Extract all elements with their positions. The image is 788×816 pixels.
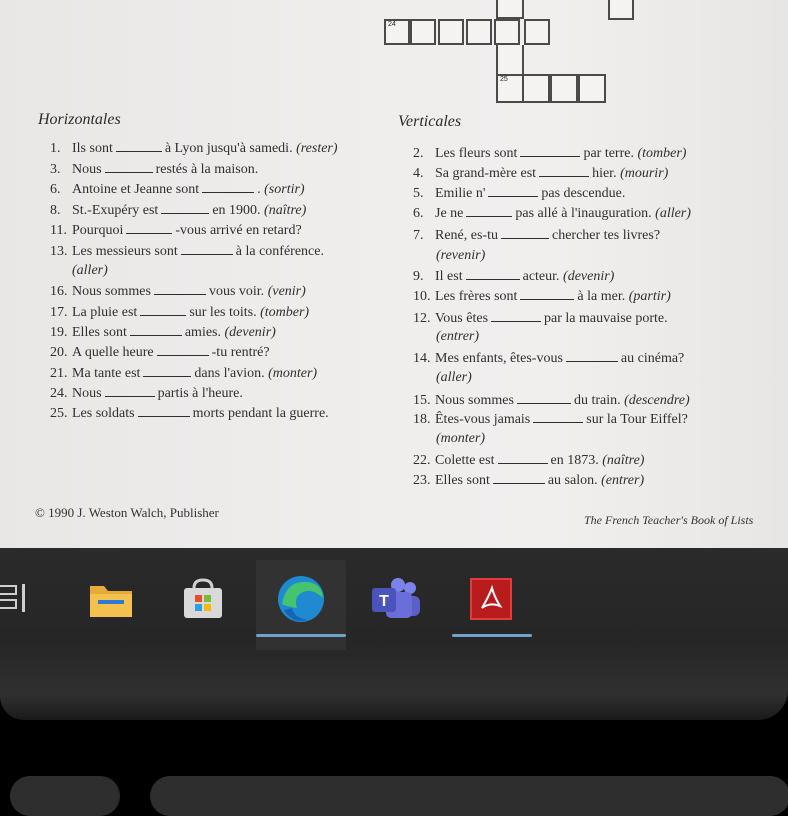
clue-text-after: à Lyon jusqu'à samedi. (164, 141, 293, 156)
answer-blank (181, 254, 233, 255)
clue-vertical-18 (413, 411, 688, 428)
answer-blank (566, 361, 618, 362)
clue-number: 7. (413, 228, 424, 243)
clue-number: 10. (413, 289, 431, 304)
clue-text-after: chercher tes livres? (551, 228, 661, 243)
clue-text-before: Nous sommes (435, 393, 514, 408)
answer-blank (493, 483, 545, 484)
verb-hint: (aller) (655, 206, 691, 221)
crossword-cell (524, 19, 550, 45)
clue-text-before: Les soldats (72, 406, 135, 421)
clue-horizontal-11 (50, 222, 302, 239)
crossword-cell (522, 74, 550, 103)
answer-blank (491, 321, 541, 322)
verb-hint: (devenir) (563, 269, 615, 284)
clue-text-before: Pourquoi (72, 223, 124, 238)
crossword-cell (410, 19, 436, 45)
clue-number: 11. (50, 223, 67, 238)
bottom-controls (0, 770, 788, 790)
answer-blank (539, 176, 589, 177)
clue-text-before: Nous (72, 386, 102, 401)
answer-blank (202, 192, 254, 193)
answer-blank (157, 355, 209, 356)
clue-text-after: en 1873. (550, 453, 599, 468)
clue-vertical-9 (413, 268, 614, 285)
answer-blank (488, 196, 538, 197)
answer-blank (517, 403, 571, 404)
answer-blank (466, 216, 512, 217)
clue-vertical-7 (413, 227, 660, 244)
clue-number: 20. (50, 345, 68, 360)
answer-blank (161, 213, 209, 214)
answer-blank (154, 294, 206, 295)
clue-number: 2. (413, 146, 424, 161)
clue-horizontal-8 (50, 202, 306, 219)
verb-hint: (devenir) (224, 325, 276, 340)
crossword-cell (466, 19, 492, 45)
clue-horizontal-6 (50, 181, 305, 198)
clue-continuation-7: (revenir) (436, 248, 486, 263)
verb-hint: (naître) (264, 203, 307, 218)
clue-vertical-5 (413, 185, 625, 202)
clue-vertical-4 (413, 165, 668, 182)
answer-blank (520, 156, 580, 157)
teams-letter: T (379, 593, 389, 610)
cell-number: 25 (500, 76, 508, 83)
clue-text-after: à la mer. (577, 289, 626, 304)
task-view-icon[interactable] (0, 582, 34, 616)
answer-blank (498, 463, 548, 464)
answer-blank (520, 299, 574, 300)
answer-blank (105, 172, 153, 173)
clue-text-after: -vous arrivé en retard? (175, 223, 302, 238)
clue-number: 9. (413, 269, 424, 284)
clue-vertical-23 (413, 472, 644, 489)
teams-icon[interactable] (370, 576, 422, 622)
clue-horizontal-20 (50, 344, 270, 361)
answer-blank (130, 335, 182, 336)
clue-number: 14. (413, 351, 431, 366)
clue-number: 23. (413, 473, 431, 488)
clue-horizontal-3 (50, 161, 258, 178)
clue-text-before: A quelle heure (72, 345, 154, 360)
answer-blank (466, 279, 520, 280)
clue-text-after: au cinéma? (620, 351, 685, 366)
verb-hint: (monter) (268, 366, 318, 381)
clue-text-before: Êtes-vous jamais (435, 412, 531, 427)
clue-horizontal-19 (50, 324, 276, 341)
clue-text-after: partis à l'heure. (157, 386, 243, 401)
clue-text-after: restés à la maison. (155, 162, 259, 177)
clue-text-before: Nous (72, 162, 102, 177)
clue-number: 3. (50, 162, 61, 177)
answer-blank (126, 233, 172, 234)
clue-text-before: Il est (435, 269, 463, 284)
clue-text-before: Emilie n' (435, 186, 486, 201)
clue-text-before: Je ne (435, 206, 464, 221)
crossword-cell (608, 0, 634, 20)
clue-text-after: sur la Tour Eiffel? (586, 412, 688, 427)
clue-continuation-13: (aller) (72, 263, 108, 278)
clue-text-after: -tu rentré? (211, 345, 270, 360)
crossword-cell (550, 74, 578, 103)
clue-text-before: St.-Exupéry est (72, 203, 159, 218)
clue-text-before: Elles sont (435, 473, 490, 488)
clue-text-after: en 1900. (212, 203, 261, 218)
clue-number: 8. (50, 203, 61, 218)
verb-hint: (mourir) (620, 166, 669, 181)
clue-horizontal-17 (50, 304, 309, 321)
verb-hint: (sortir) (264, 182, 305, 197)
copyright-text: © 1990 J. Weston Walch, Publisher (35, 505, 219, 520)
clue-continuation-18: (monter) (436, 431, 485, 446)
clue-text-after: hier. (592, 166, 617, 181)
clue-number: 6. (413, 206, 424, 221)
verb-hint: (tomber) (260, 305, 310, 320)
clue-horizontal-21 (50, 365, 317, 382)
answer-blank (533, 422, 583, 423)
clue-horizontal-25 (50, 405, 329, 422)
clue-number: 1. (50, 141, 61, 156)
vertical-heading: Verticales (398, 113, 462, 130)
crossword-cell (438, 19, 464, 45)
answer-blank (138, 416, 190, 417)
clue-text-after: . (257, 182, 261, 197)
clue-number: 4. (413, 166, 424, 181)
acrobat-active-indicator (452, 634, 532, 637)
clue-number: 15. (413, 393, 431, 408)
clue-vertical-10 (413, 288, 671, 305)
cell-number: 24 (388, 21, 396, 28)
clue-number: 21. (50, 366, 68, 381)
clue-number: 24. (50, 386, 68, 401)
clue-number: 25. (50, 406, 68, 421)
verb-hint: (tomber) (637, 146, 687, 161)
clue-text-before: Mes enfants, êtes-vous (435, 351, 563, 366)
clue-vertical-15 (413, 392, 690, 409)
clue-text-after: au salon. (547, 473, 598, 488)
microsoft-store-icon[interactable] (180, 576, 226, 622)
crossword-cell (496, 74, 524, 103)
clue-continuation-12: (entrer) (436, 329, 480, 344)
clue-text-after: acteur. (522, 269, 560, 284)
clue-text-before: Les frères sont (435, 289, 518, 304)
clue-text-after: sur les toits. (189, 305, 257, 320)
clue-vertical-14 (413, 350, 684, 367)
verb-hint: (partir) (628, 289, 671, 304)
clue-text-before: Vous êtes (435, 311, 489, 326)
clue-horizontal-24 (50, 385, 243, 402)
verb-hint: (descendre) (624, 393, 690, 408)
clue-text-after: pas allé à l'inauguration. (515, 206, 652, 221)
clue-horizontal-1 (50, 140, 338, 157)
answer-blank (116, 151, 162, 152)
answer-blank (140, 315, 186, 316)
clue-vertical-12 (413, 310, 668, 327)
edge-icon[interactable] (276, 574, 326, 624)
answer-blank (501, 238, 549, 239)
clue-text-after: pas descendue. (541, 186, 626, 201)
clue-number: 16. (50, 284, 68, 299)
clue-text-before: René, es-tu (435, 228, 498, 243)
clue-text-before: Antoine et Jeanne sont (72, 182, 200, 197)
clue-number: 13. (50, 244, 68, 259)
clue-text-after: vous voir. (208, 284, 265, 299)
clue-text-before: Nous sommes (72, 284, 151, 299)
file-explorer-icon[interactable] (88, 576, 134, 622)
clue-vertical-6 (413, 205, 691, 222)
verb-hint: (venir) (267, 284, 306, 299)
bottom-pill-right[interactable] (150, 776, 788, 816)
verb-hint: (naître) (602, 453, 645, 468)
crossword-cell (494, 19, 520, 45)
answer-blank (105, 396, 155, 397)
horizontal-heading: Horizontales (38, 111, 121, 128)
clue-vertical-2 (413, 145, 686, 162)
crossword-cell (496, 45, 524, 75)
clue-number: 17. (50, 305, 68, 320)
crossword-cell (384, 19, 410, 45)
clue-number: 22. (413, 453, 431, 468)
clue-text-after: amies. (184, 325, 221, 340)
clue-text-after: morts pendant la guerre. (192, 406, 329, 421)
edge-active-indicator (256, 634, 346, 637)
clue-text-before: Sa grand-mère est (435, 166, 537, 181)
clue-number: 18. (413, 412, 431, 427)
clue-text-after: par la mauvaise porte. (544, 311, 668, 326)
clue-text-after: dans l'avion. (194, 366, 265, 381)
clue-text-before: Ils sont (72, 141, 113, 156)
verb-hint: (entrer) (601, 473, 645, 488)
clue-text-before: La pluie est (72, 305, 138, 320)
clue-number: 19. (50, 325, 68, 340)
verb-hint: (rester) (296, 141, 338, 156)
clue-horizontal-16 (50, 283, 306, 300)
answer-blank (143, 376, 191, 377)
clue-number: 12. (413, 311, 431, 326)
clue-number: 5. (413, 186, 424, 201)
crossword-cell (578, 74, 606, 103)
bottom-pill-left[interactable] (10, 776, 120, 816)
clue-text-before: Elles sont (72, 325, 127, 340)
book-title: The French Teacher's Book of Lists (584, 513, 754, 527)
acrobat-icon[interactable] (470, 578, 512, 620)
clue-number: 6. (50, 182, 61, 197)
clue-text-before: Ma tante est (72, 366, 141, 381)
clue-text-after: par terre. (583, 146, 634, 161)
clue-vertical-22 (413, 452, 644, 469)
clue-continuation-14: (aller) (436, 370, 472, 385)
clue-text-after: à la conférence. (235, 244, 324, 259)
clue-horizontal-13 (50, 243, 324, 260)
clue-text-after: du train. (573, 393, 621, 408)
clue-text-before: Les messieurs sont (72, 244, 178, 259)
windows-taskbar (0, 548, 788, 720)
clue-text-before: Les fleurs sont (435, 146, 518, 161)
crossword-cell (496, 0, 524, 19)
clue-text-before: Colette est (435, 453, 495, 468)
